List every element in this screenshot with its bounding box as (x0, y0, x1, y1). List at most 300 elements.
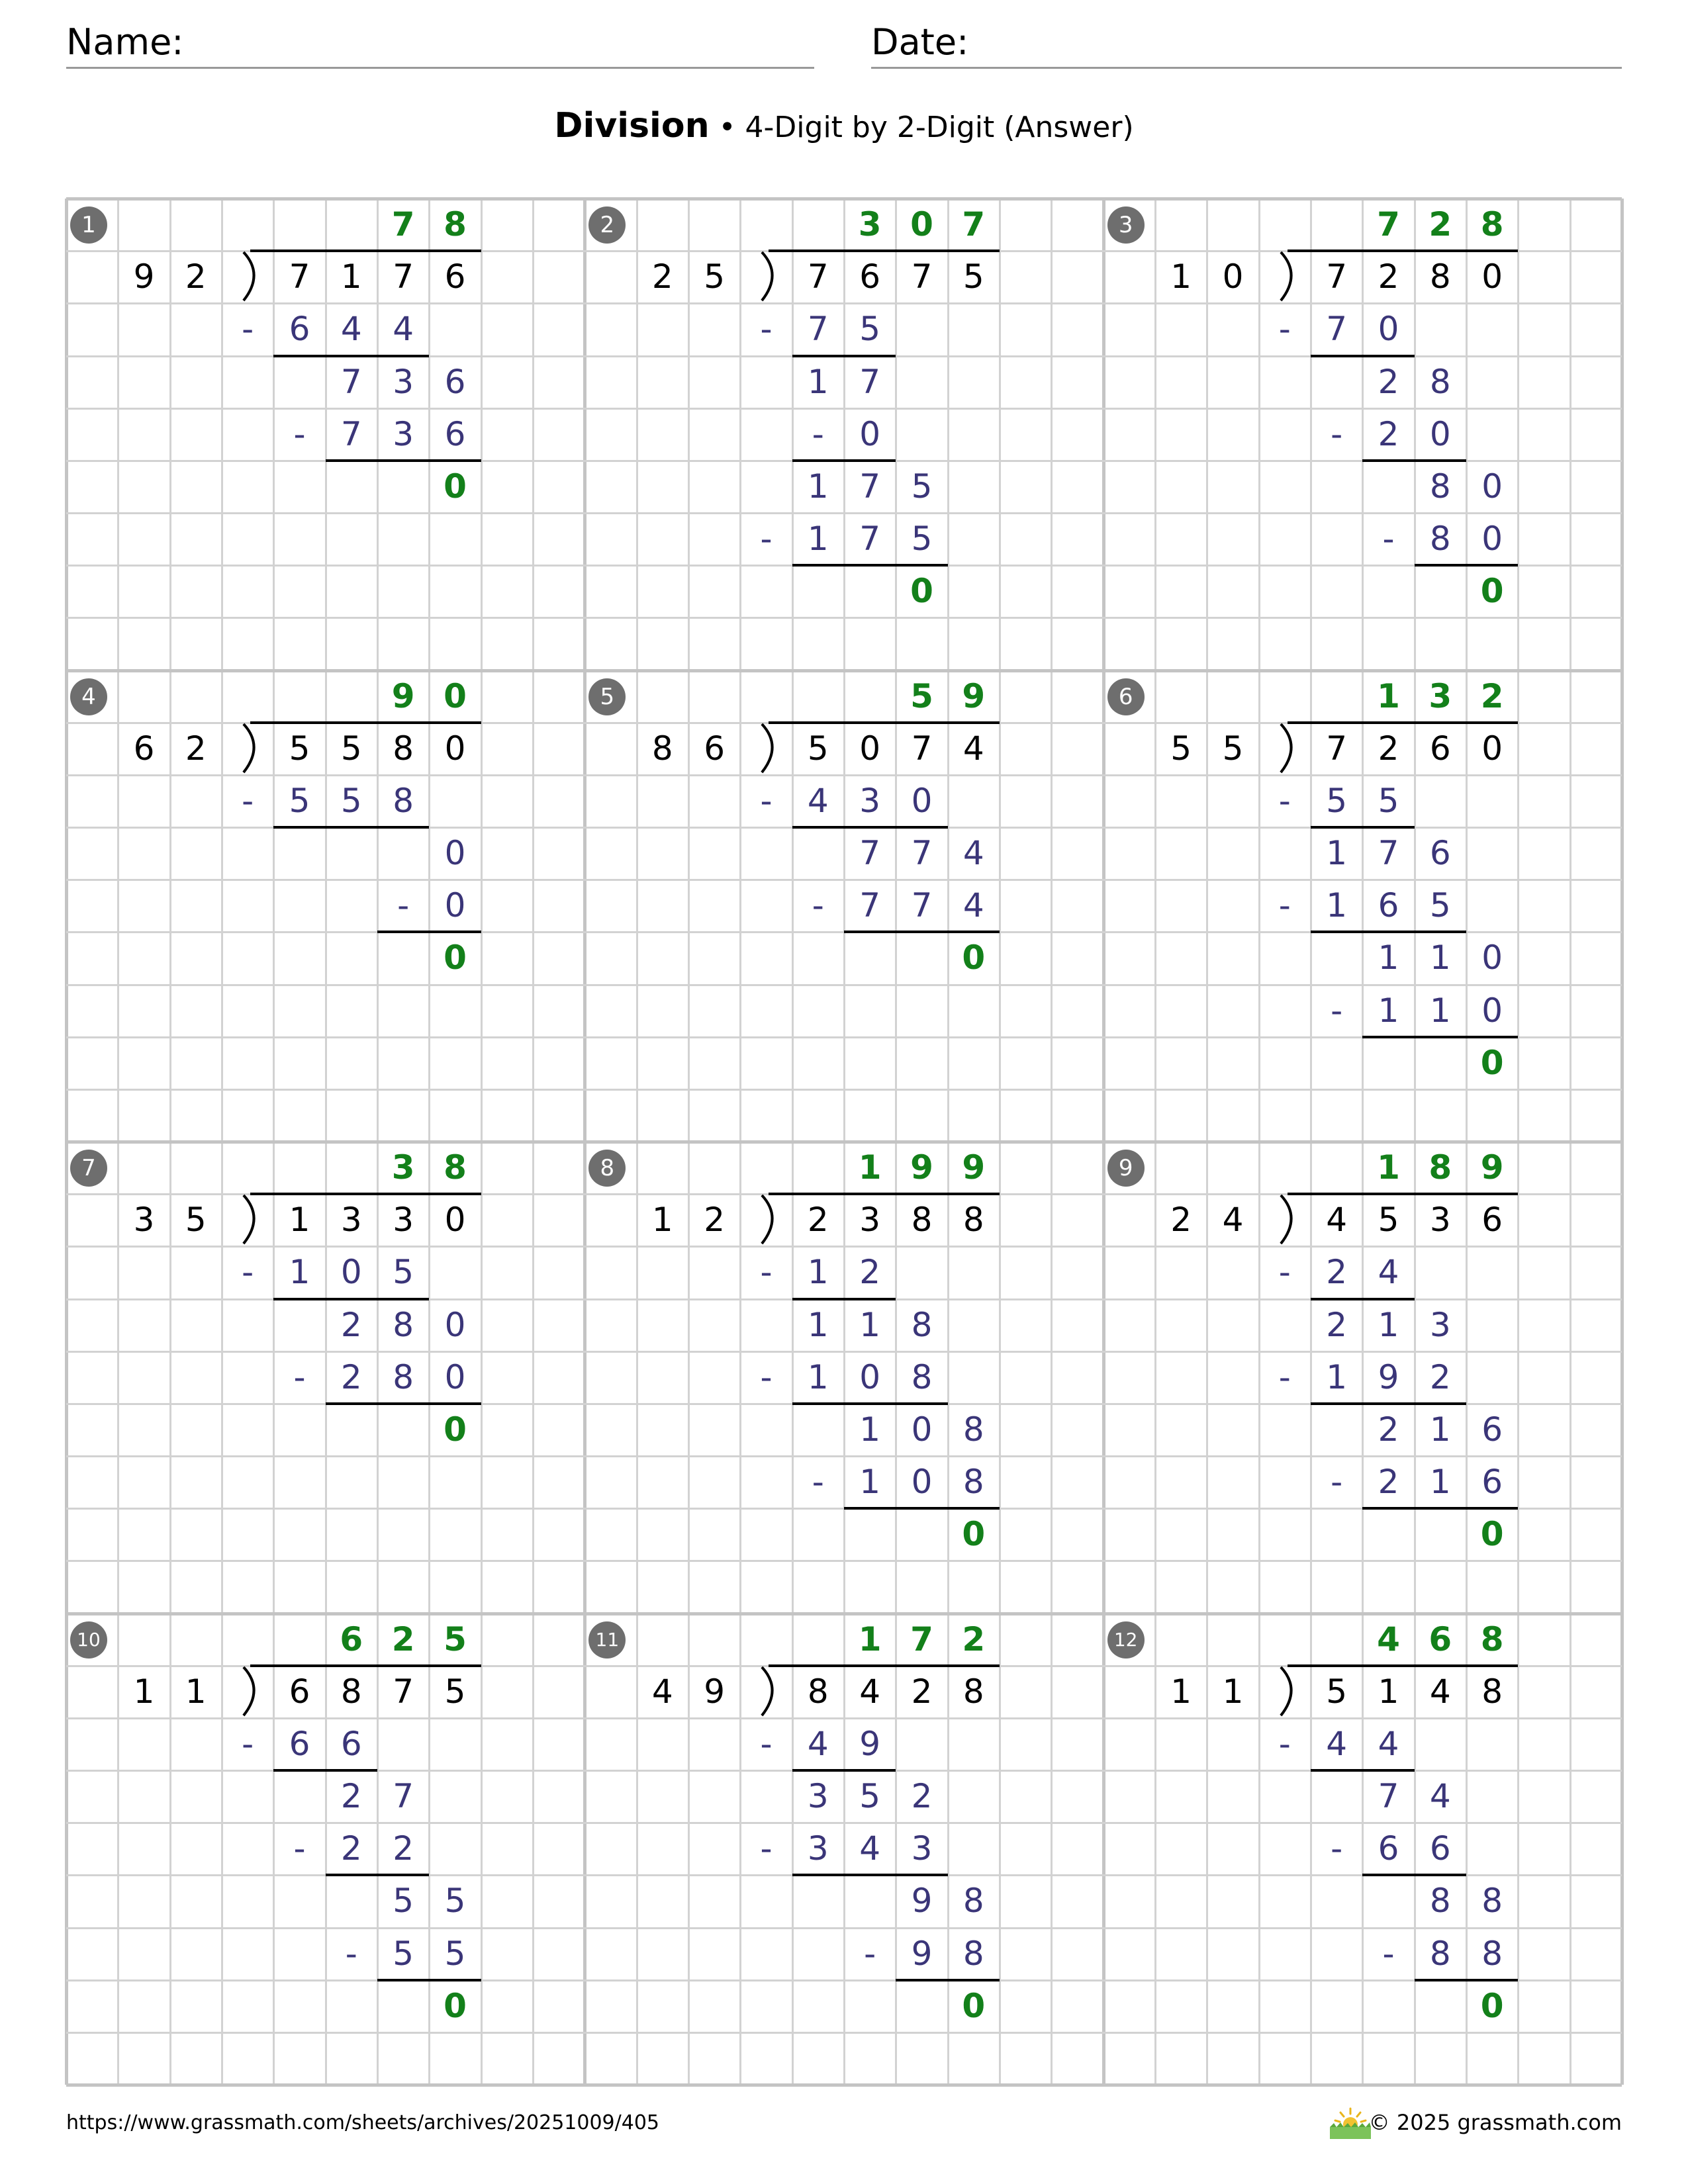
dividend-digit: 5 (289, 729, 310, 768)
minus-sign: - (1331, 991, 1343, 1030)
dividend-digit: 3 (393, 1201, 414, 1240)
division-bracket-icon (740, 723, 792, 775)
dividend-digit: 7 (393, 257, 414, 296)
work-digit: 1 (1429, 1463, 1451, 1501)
work-digit: 1 (1378, 938, 1399, 978)
work-digit: 0 (1481, 991, 1503, 1030)
remainder-digit: 0 (1480, 1515, 1504, 1554)
divisor-digit: 3 (133, 1201, 155, 1240)
remainder-digit: 0 (444, 467, 467, 506)
work-digit: 3 (859, 781, 881, 820)
work-digit: 5 (911, 467, 933, 506)
dividend-digit: 6 (859, 257, 881, 296)
work-digit: 5 (911, 520, 933, 558)
divisor-digit: 1 (133, 1672, 155, 1711)
divisor-digit: 4 (651, 1672, 673, 1711)
work-digit: 5 (393, 1882, 414, 1921)
dividend-digit: 7 (1326, 257, 1348, 296)
dividend-digit: 6 (1481, 1201, 1503, 1240)
work-digit: 7 (340, 414, 362, 453)
work-digit: 0 (1481, 938, 1503, 978)
work-digit: 6 (1481, 1463, 1503, 1501)
work-digit: 2 (1326, 1253, 1348, 1292)
remainder-digit: 0 (444, 938, 467, 978)
dividend-digit: 5 (962, 257, 984, 296)
work-digit: 1 (859, 1410, 881, 1449)
work-digit: 5 (1429, 886, 1451, 925)
work-digit: 9 (1378, 1357, 1399, 1396)
work-digit: 7 (393, 1777, 414, 1815)
work-digit: 7 (859, 520, 881, 558)
remainder-digit: 0 (962, 938, 986, 978)
problem-number-badge: 10 (70, 1621, 107, 1659)
dividend-digit: 8 (911, 1201, 933, 1240)
work-digit: 3 (393, 362, 414, 401)
work-digit: 4 (340, 310, 362, 349)
dividend-digit: 5 (444, 1672, 466, 1711)
minus-sign: - (760, 1357, 773, 1396)
work-digit: 1 (289, 1253, 310, 1292)
division-bracket-icon (1259, 251, 1311, 303)
quotient-digit: 3 (858, 205, 882, 244)
divisor-digit: 9 (704, 1672, 726, 1711)
dividend-digit: 7 (289, 257, 310, 296)
work-digit: 7 (1378, 834, 1399, 872)
quotient-digit: 0 (444, 676, 467, 715)
division-problem (66, 199, 585, 670)
minus-sign: - (760, 1829, 773, 1868)
work-digit: 8 (1429, 1882, 1451, 1921)
minus-sign: - (1278, 781, 1291, 820)
work-digit: 2 (1326, 1305, 1348, 1344)
remainder-digit: 0 (1480, 572, 1504, 611)
work-digit: 0 (444, 1357, 466, 1396)
dividend-digit: 4 (859, 1672, 881, 1711)
dividend-digit: 5 (1378, 1201, 1399, 1240)
worksheet-header (66, 20, 1622, 73)
work-digit: 0 (911, 781, 933, 820)
divisor-digit: 6 (133, 729, 155, 768)
work-digit: 7 (859, 834, 881, 872)
division-problem (1103, 1142, 1622, 1613)
problem-number-badge: 5 (588, 678, 626, 715)
work-digit: 4 (1378, 1253, 1399, 1292)
division-bracket-icon (740, 251, 792, 303)
work-digit: 6 (444, 414, 466, 453)
work-digit: 8 (911, 1357, 933, 1396)
work-digit: 4 (1378, 1724, 1399, 1763)
quotient-digit: 7 (910, 1619, 933, 1659)
dividend-digit: 8 (340, 1672, 362, 1711)
division-bracket-icon (222, 1666, 273, 1718)
work-digit: 3 (807, 1829, 829, 1868)
minus-sign: - (242, 1724, 254, 1763)
grassmath-logo-icon (1327, 2105, 1374, 2141)
name-label: Name: (66, 21, 184, 63)
quotient-digit: 9 (910, 1148, 933, 1187)
dividend-digit: 2 (807, 1201, 829, 1240)
quotient-digit: 2 (1480, 676, 1504, 715)
quotient-digit: 8 (1480, 205, 1504, 244)
quotient-digit: 2 (1429, 205, 1452, 244)
dividend-digit: 0 (444, 1201, 466, 1240)
work-digit: 8 (1429, 520, 1451, 558)
work-digit: 6 (1429, 1829, 1451, 1868)
division-problem (66, 670, 585, 1142)
work-digit: 2 (1378, 414, 1399, 453)
quotient-digit: 1 (858, 1148, 882, 1187)
dividend-digit: 3 (340, 1201, 362, 1240)
work-digit: 0 (444, 834, 466, 872)
work-digit: 5 (859, 310, 881, 349)
minus-sign: - (812, 414, 824, 453)
quotient-digit: 3 (1429, 676, 1452, 715)
work-digit: 4 (962, 834, 984, 872)
work-digit: 8 (962, 1410, 984, 1449)
division-problem (585, 199, 1103, 670)
problem-number-badge: 8 (588, 1150, 626, 1187)
work-digit: 8 (393, 1305, 414, 1344)
work-digit: 5 (393, 1253, 414, 1292)
divisor-digit: 2 (1170, 1201, 1192, 1240)
work-digit: 8 (962, 1882, 984, 1921)
work-digit: 4 (1429, 1777, 1451, 1815)
dividend-digit: 3 (1429, 1201, 1451, 1240)
work-digit: 0 (859, 414, 881, 453)
divisor-digit: 1 (651, 1201, 673, 1240)
dividend-digit: 8 (1481, 1672, 1503, 1711)
dividend-digit: 0 (859, 729, 881, 768)
divisor-digit: 6 (704, 729, 726, 768)
minus-sign: - (1382, 1934, 1395, 1973)
work-digit: 8 (962, 1463, 984, 1501)
work-digit: 1 (1429, 991, 1451, 1030)
work-digit: 1 (1326, 1357, 1348, 1396)
subtraction-line (273, 826, 429, 829)
division-bracket-icon (1259, 1194, 1311, 1246)
work-digit: 1 (1429, 938, 1451, 978)
division-bracket-icon (740, 1666, 792, 1718)
work-digit: 2 (911, 1777, 933, 1815)
division-bracket-icon (1259, 1666, 1311, 1718)
work-digit: 0 (1378, 310, 1399, 349)
minus-sign: - (293, 414, 306, 453)
division-problem (66, 1614, 585, 2085)
quotient-digit: 9 (1480, 1148, 1504, 1187)
minus-sign: - (1382, 520, 1395, 558)
dividend-digit: 4 (1326, 1201, 1348, 1240)
work-digit: 1 (807, 1253, 829, 1292)
date-line (871, 67, 1622, 69)
minus-sign: - (760, 520, 773, 558)
work-digit: 8 (911, 1305, 933, 1344)
date-field[interactable] (871, 20, 1622, 73)
division-problem (1103, 1614, 1622, 2085)
quotient-digit: 9 (962, 676, 986, 715)
remainder-digit: 0 (444, 1986, 467, 2025)
quotient-digit: 8 (444, 205, 467, 244)
work-digit: 8 (962, 1934, 984, 1973)
dividend-digit: 5 (1326, 1672, 1348, 1711)
work-digit: 0 (444, 1305, 466, 1344)
work-digit: 4 (962, 886, 984, 925)
divisor-digit: 5 (1170, 729, 1192, 768)
quotient-digit: 4 (1377, 1619, 1400, 1659)
minus-sign: - (1331, 1829, 1343, 1868)
minus-sign: - (1278, 1724, 1291, 1763)
divisor-digit: 2 (704, 1201, 726, 1240)
dividend-digit: 5 (807, 729, 829, 768)
work-digit: 1 (1326, 886, 1348, 925)
dividend-digit: 5 (340, 729, 362, 768)
work-digit: 1 (1429, 1410, 1451, 1449)
work-digit: 4 (393, 310, 414, 349)
dividend-digit: 8 (393, 729, 414, 768)
work-digit: 5 (1326, 781, 1348, 820)
work-digit: 9 (911, 1934, 933, 1973)
quotient-digit: 7 (391, 205, 415, 244)
work-digit: 1 (807, 1357, 829, 1396)
work-digit: 5 (444, 1882, 466, 1921)
work-digit: 1 (807, 520, 829, 558)
dividend-digit: 8 (962, 1201, 984, 1240)
dividend-digit: 8 (1429, 257, 1451, 296)
work-digit: 0 (1429, 414, 1451, 453)
minus-sign: - (242, 310, 254, 349)
work-digit: 2 (1378, 1463, 1399, 1501)
quotient-digit: 5 (910, 676, 933, 715)
work-digit: 7 (1326, 310, 1348, 349)
quotient-digit: 8 (1480, 1619, 1504, 1659)
dividend-digit: 8 (962, 1672, 984, 1711)
dividend-digit: 6 (444, 257, 466, 296)
work-digit: 8 (393, 1357, 414, 1396)
quotient-digit: 1 (1377, 1148, 1400, 1187)
problem-number-badge: 9 (1107, 1150, 1145, 1187)
work-digit: 8 (1429, 467, 1451, 506)
work-digit: 9 (911, 1882, 933, 1921)
problem-number-badge: 3 (1107, 206, 1145, 244)
dividend-digit: 7 (911, 729, 933, 768)
name-field[interactable] (66, 20, 814, 73)
work-digit: 5 (393, 1934, 414, 1973)
work-digit: 1 (859, 1305, 881, 1344)
minus-sign: - (760, 1724, 773, 1763)
quotient-digit: 1 (858, 1619, 882, 1659)
dividend-digit: 7 (1326, 729, 1348, 768)
work-digit: 1 (859, 1463, 881, 1501)
divisor-digit: 8 (651, 729, 673, 768)
work-digit: 4 (859, 1829, 881, 1868)
remainder-digit: 0 (962, 1515, 986, 1554)
divisor-digit: 2 (185, 729, 207, 768)
work-digit: 5 (1378, 781, 1399, 820)
minus-sign: - (1331, 414, 1343, 453)
problem-grid (66, 199, 1622, 2085)
work-digit: 7 (1378, 1777, 1399, 1815)
footer-url: https://www.grassmath.com/sheets/archives/20251009/405 (66, 2111, 660, 2134)
dividend-digit: 2 (1378, 257, 1399, 296)
divisor-digit: 0 (1222, 257, 1244, 296)
worksheet-title (0, 106, 1688, 146)
minus-sign: - (345, 1934, 357, 1973)
dividend-digit: 1 (1378, 1672, 1399, 1711)
work-digit: 1 (1378, 1305, 1399, 1344)
problem-number-badge: 7 (70, 1150, 107, 1187)
title-main: Division (554, 106, 710, 146)
problem-number-badge: 1 (70, 206, 107, 244)
divisor-digit: 5 (185, 1201, 207, 1240)
name-line (66, 67, 814, 69)
work-digit: 4 (1326, 1724, 1348, 1763)
divisor-digit: 1 (1222, 1672, 1244, 1711)
minus-sign: - (812, 1463, 824, 1501)
work-digit: 2 (1378, 1410, 1399, 1449)
problem-number-badge: 2 (588, 206, 626, 244)
division-problem (1103, 670, 1622, 1142)
title-subtitle: • 4-Digit by 2-Digit (Answer) (709, 111, 1134, 144)
quotient-digit: 9 (391, 676, 415, 715)
remainder-digit: 0 (1480, 1986, 1504, 2025)
dividend-digit: 7 (911, 257, 933, 296)
minus-sign: - (1331, 1463, 1343, 1501)
divisor-digit: 5 (1222, 729, 1244, 768)
remainder-digit: 0 (444, 1410, 467, 1449)
minus-sign: - (1278, 886, 1291, 925)
remainder-digit: 0 (1480, 1043, 1504, 1082)
work-digit: 6 (340, 1724, 362, 1763)
work-digit: 6 (1429, 834, 1451, 872)
work-digit: 3 (1429, 1305, 1451, 1344)
minus-sign: - (1278, 310, 1291, 349)
problem-number-badge: 12 (1107, 1621, 1145, 1659)
quotient-digit: 2 (391, 1619, 415, 1659)
work-digit: 7 (859, 362, 881, 401)
dividend-digit: 0 (1481, 729, 1503, 768)
minus-sign: - (397, 886, 410, 925)
division-problem (585, 670, 1103, 1142)
work-digit: 3 (393, 414, 414, 453)
work-digit: 8 (1429, 1934, 1451, 1973)
work-digit: 2 (340, 1777, 362, 1815)
remainder-digit: 0 (962, 1986, 986, 2025)
work-digit: 5 (859, 1777, 881, 1815)
work-digit: 3 (911, 1829, 933, 1868)
work-digit: 6 (1378, 1829, 1399, 1868)
quotient-digit: 3 (391, 1148, 415, 1187)
work-digit: 2 (1429, 1357, 1451, 1396)
divisor-digit: 1 (1170, 257, 1192, 296)
work-digit: 3 (807, 1777, 829, 1815)
minus-sign: - (760, 310, 773, 349)
work-digit: 0 (911, 1410, 933, 1449)
divisor-digit: 2 (185, 257, 207, 296)
work-digit: 9 (859, 1724, 881, 1763)
divisor-digit: 1 (1170, 1672, 1192, 1711)
quotient-digit: 1 (1377, 676, 1400, 715)
minus-sign: - (760, 781, 773, 820)
copyright: © 2025 grassmath.com (1368, 2110, 1622, 2135)
minus-sign: - (293, 1829, 306, 1868)
work-digit: 8 (1429, 362, 1451, 401)
dividend-digit: 4 (1429, 1672, 1451, 1711)
dividend-digit: 1 (340, 257, 362, 296)
division-problem (585, 1142, 1103, 1613)
work-digit: 2 (340, 1829, 362, 1868)
remainder-digit: 0 (910, 572, 933, 611)
dividend-digit: 2 (1378, 729, 1399, 768)
quotient-digit: 8 (1429, 1148, 1452, 1187)
division-bracket-icon (740, 1194, 792, 1246)
dividend-digit: 0 (444, 729, 466, 768)
work-digit: 2 (340, 1305, 362, 1344)
work-digit: 0 (911, 1463, 933, 1501)
quotient-digit: 6 (340, 1619, 363, 1659)
quotient-digit: 6 (1429, 1619, 1452, 1659)
minus-sign: - (293, 1357, 306, 1396)
dividend-digit: 2 (911, 1672, 933, 1711)
minus-sign: - (812, 886, 824, 925)
work-digit: 0 (859, 1357, 881, 1396)
dividend-digit: 0 (1481, 257, 1503, 296)
division-bracket-icon (222, 723, 273, 775)
quotient-digit: 0 (910, 205, 933, 244)
work-digit: 0 (444, 886, 466, 925)
divisor-digit: 5 (704, 257, 726, 296)
work-digit: 7 (859, 467, 881, 506)
work-digit: 2 (393, 1829, 414, 1868)
work-digit: 7 (911, 886, 933, 925)
problem-number-badge: 11 (588, 1621, 626, 1659)
minus-sign: - (1278, 1253, 1291, 1292)
dividend-digit: 6 (289, 1672, 310, 1711)
work-digit: 7 (807, 310, 829, 349)
work-digit: 1 (807, 362, 829, 401)
work-digit: 6 (289, 310, 310, 349)
quotient-digit: 5 (444, 1619, 467, 1659)
work-digit: 0 (1481, 467, 1503, 506)
dividend-digit: 7 (807, 257, 829, 296)
division-bracket-icon (1259, 723, 1311, 775)
work-digit: 1 (807, 467, 829, 506)
work-digit: 8 (1481, 1934, 1503, 1973)
dividend-digit: 7 (393, 1672, 414, 1711)
work-digit: 1 (1326, 834, 1348, 872)
work-digit: 5 (444, 1934, 466, 1973)
division-bracket-icon (222, 251, 273, 303)
work-digit: 6 (1378, 886, 1399, 925)
quotient-digit: 7 (1377, 205, 1400, 244)
quotient-digit: 9 (962, 1148, 986, 1187)
work-digit: 2 (859, 1253, 881, 1292)
quotient-digit: 8 (444, 1148, 467, 1187)
division-bracket-icon (222, 1194, 273, 1246)
work-digit: 5 (340, 781, 362, 820)
divisor-digit: 4 (1222, 1201, 1244, 1240)
work-digit: 7 (911, 834, 933, 872)
quotient-digit: 7 (962, 205, 986, 244)
work-digit: 0 (1481, 520, 1503, 558)
work-digit: 1 (1378, 991, 1399, 1030)
work-digit: 8 (393, 781, 414, 820)
work-digit: 8 (1481, 1882, 1503, 1921)
division-problem (1103, 199, 1622, 670)
work-digit: 5 (289, 781, 310, 820)
divisor-digit: 1 (185, 1672, 207, 1711)
work-digit: 4 (807, 1724, 829, 1763)
work-digit: 6 (1481, 1410, 1503, 1449)
work-digit: 7 (859, 886, 881, 925)
